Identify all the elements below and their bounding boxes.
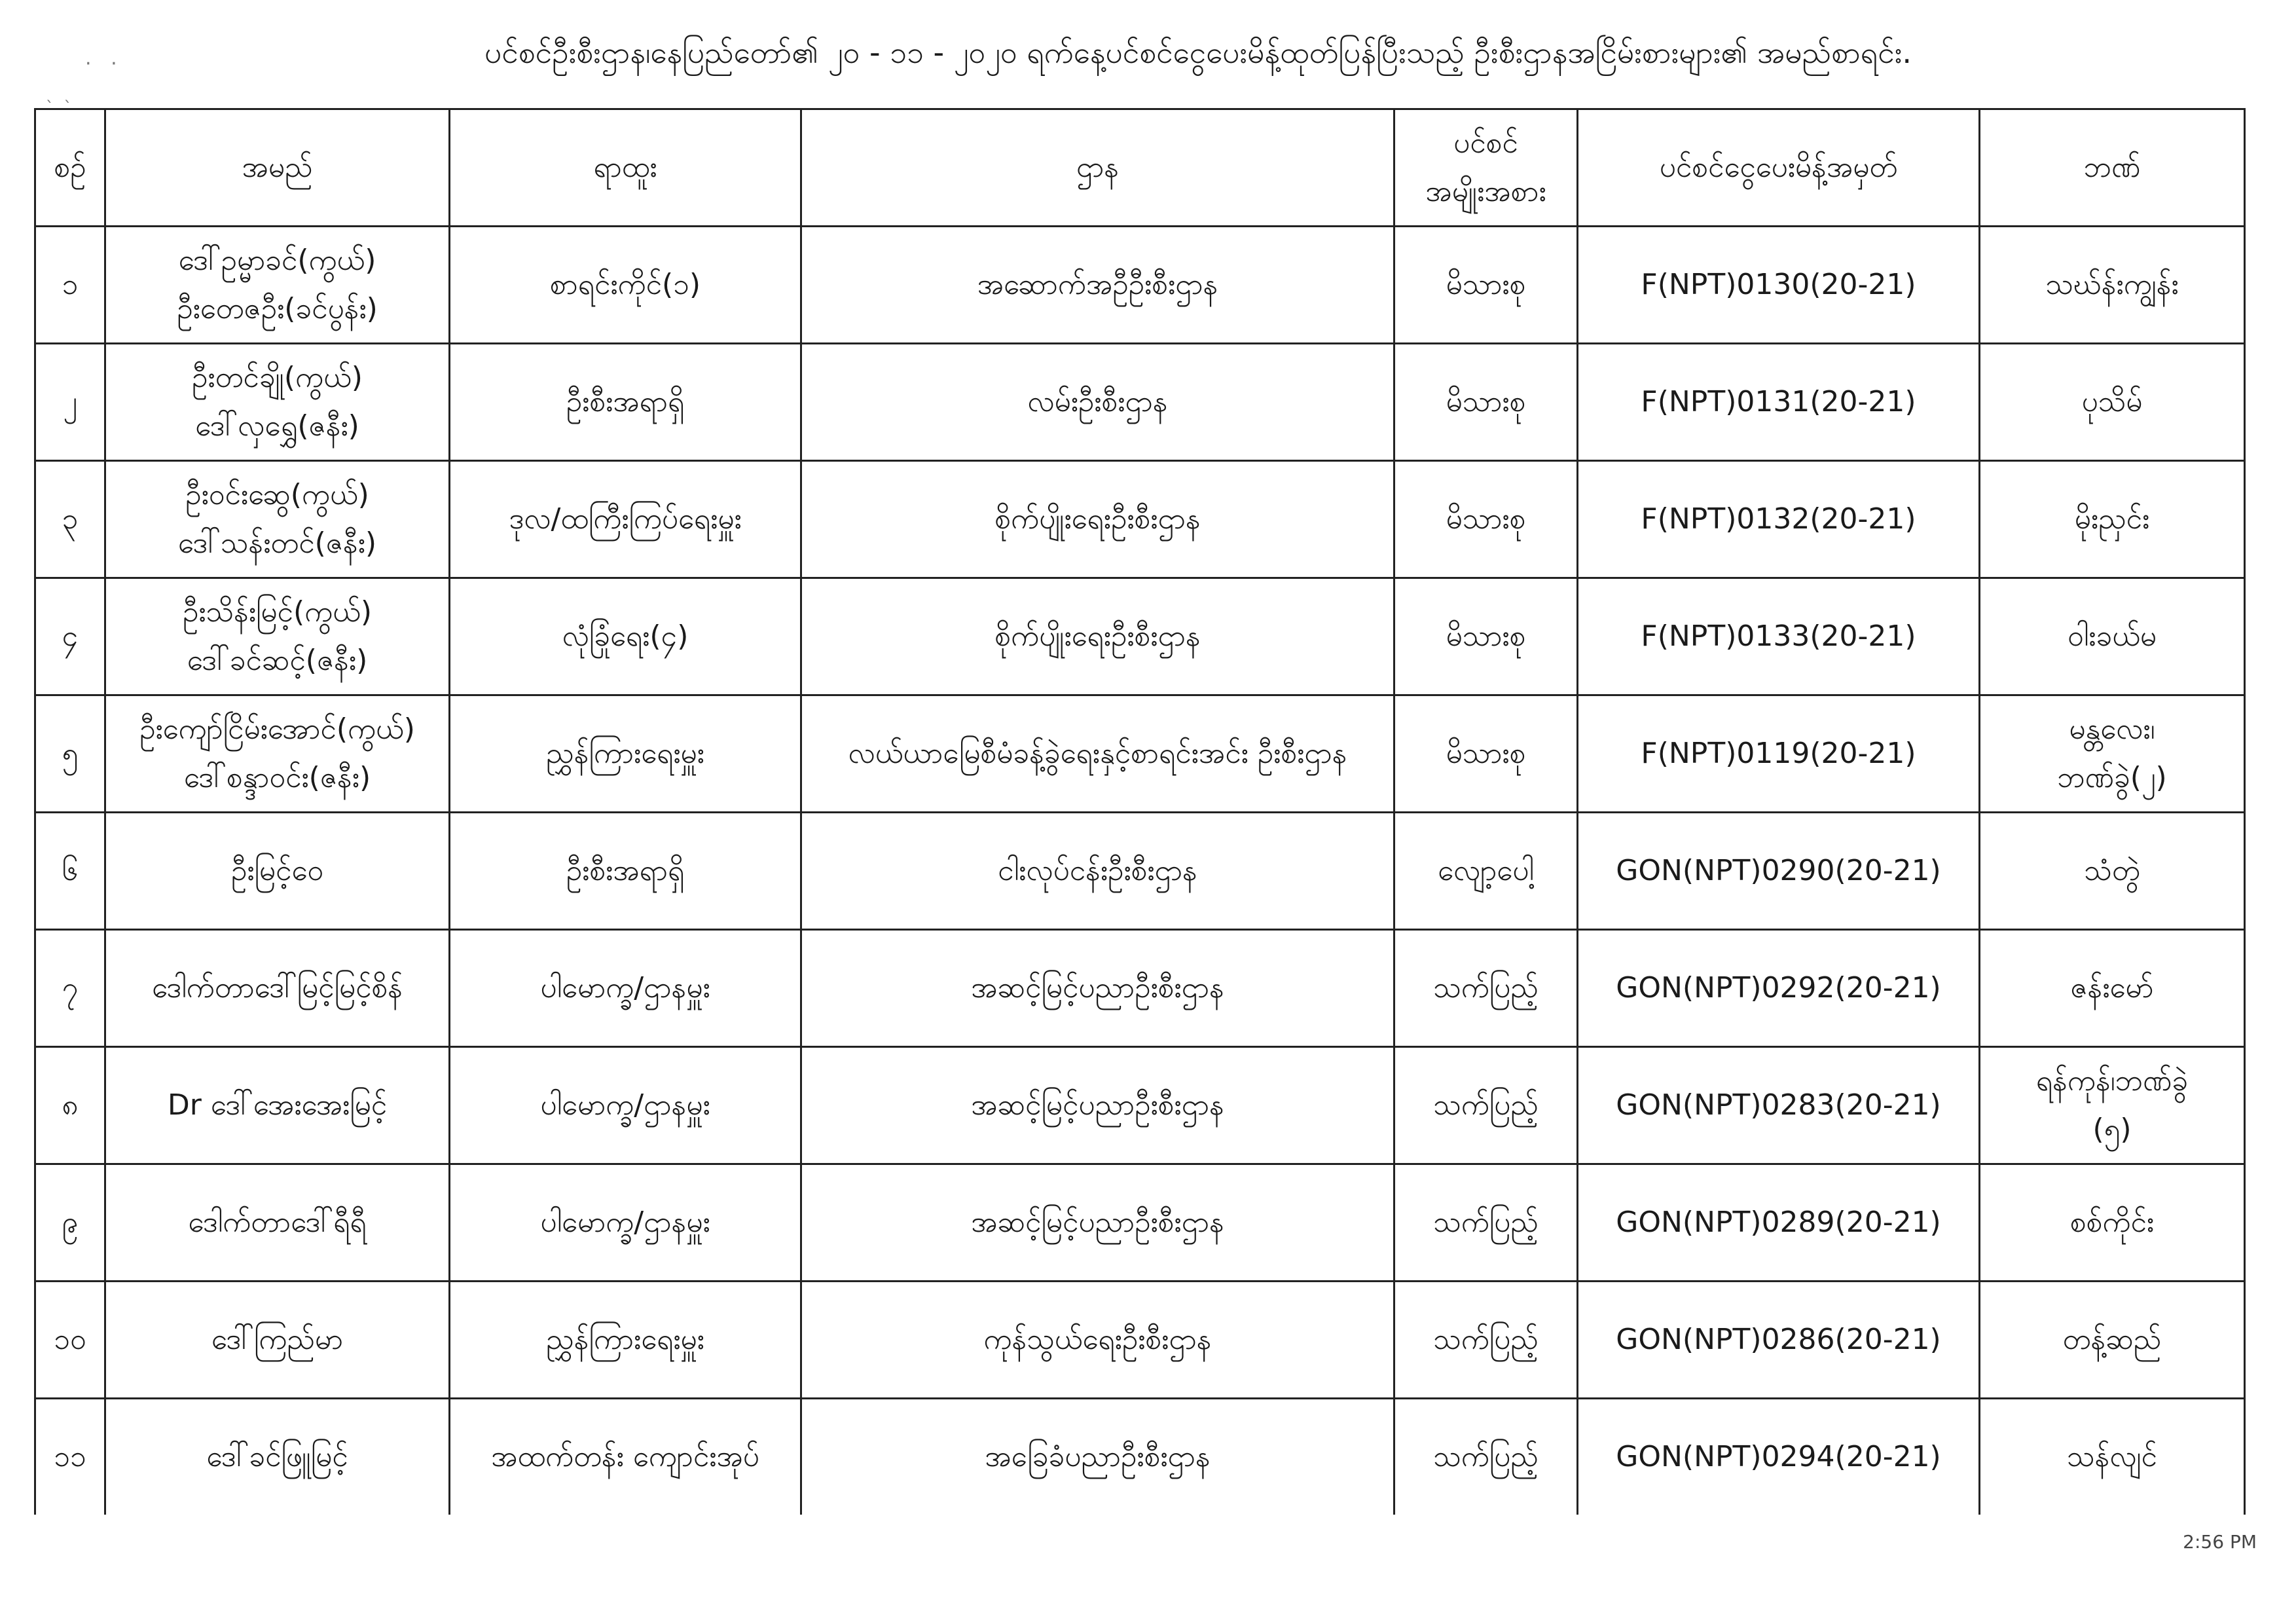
cell-pension-type: မိသားစု bbox=[1394, 344, 1578, 461]
cell-department: အဆင့်မြင့်ပညာဦးစီးဌာန bbox=[801, 1164, 1394, 1282]
cell-rank: ပါမောက္ခ/ဌာနမှူး bbox=[450, 930, 801, 1047]
cell-pension-type: မိသားစု bbox=[1394, 461, 1578, 578]
name-line: ဦးတင်ချို(ကွယ်) bbox=[192, 361, 363, 394]
table-body bbox=[35, 227, 2245, 1515]
table-row bbox=[35, 695, 2245, 813]
cell-rank: လုံခြုံရေး(၄) bbox=[450, 578, 801, 695]
treasury-line: ပုသိမ် bbox=[2081, 385, 2143, 418]
cell-order-no: F(NPT)0130(20-21) bbox=[1578, 227, 1980, 344]
table-row bbox=[35, 1282, 2245, 1399]
cell-department: အဆောက်အဦဦးစီးဌာန bbox=[801, 227, 1394, 344]
name-line: ဦးကျော်ငြိမ်းအောင်(ကွယ်) bbox=[139, 712, 415, 746]
table-row bbox=[35, 461, 2245, 578]
treasury-line: မန္တလေး၊ bbox=[2069, 712, 2155, 746]
cell-name bbox=[105, 227, 450, 344]
name-line: ဦးတေဇဦး(ခင်ပွန်း) bbox=[177, 292, 378, 325]
cell-order-no: GON(NPT)0289(20-21) bbox=[1578, 1164, 1980, 1282]
scan-specks: · · bbox=[85, 52, 124, 75]
cell-name bbox=[105, 344, 450, 461]
header-name: အမည် bbox=[105, 109, 450, 227]
cell-treasury bbox=[1980, 813, 2245, 930]
treasury-line: တန့်ဆည် bbox=[2062, 1323, 2162, 1356]
cell-order-no: F(NPT)0131(20-21) bbox=[1578, 344, 1980, 461]
table-row bbox=[35, 1399, 2245, 1515]
cell-rank: ပါမောက္ခ/ဌာနမှူး bbox=[450, 1164, 801, 1282]
name-line: ဒေါ်ကြည်မာ bbox=[211, 1323, 344, 1356]
cell-pension-type: သက်ပြည့် bbox=[1394, 930, 1578, 1047]
cell-name bbox=[105, 578, 450, 695]
treasury-line: ရန်ကုန်၊ဘဏ်ခွဲ bbox=[2035, 1064, 2189, 1098]
cell-pension-type: လျော့ပေါ့ bbox=[1394, 813, 1578, 930]
cell-order-no: GON(NPT)0292(20-21) bbox=[1578, 930, 1980, 1047]
name-line: ဒေါ်သန်းတင်(ဇနီး) bbox=[177, 526, 377, 560]
name-line: ဦးသိန်းမြင့်(ကွယ်) bbox=[182, 595, 373, 629]
cell-treasury bbox=[1980, 1282, 2245, 1399]
cell-no: ၁ bbox=[35, 227, 105, 344]
treasury-line: မိုးညှင်း bbox=[2074, 502, 2150, 536]
cell-treasury bbox=[1980, 695, 2245, 813]
table-row bbox=[35, 1164, 2245, 1282]
cell-treasury bbox=[1980, 1047, 2245, 1164]
cell-treasury bbox=[1980, 1164, 2245, 1282]
cell-name bbox=[105, 1282, 450, 1399]
cell-name bbox=[105, 695, 450, 813]
name-line: ဒေါ်စန္ဒာဝင်း(ဇနီး) bbox=[183, 761, 371, 794]
cell-order-no: F(NPT)0119(20-21) bbox=[1578, 695, 1980, 813]
table-row bbox=[35, 813, 2245, 930]
name-line: ဦးမြင့်ဝေ bbox=[230, 854, 324, 887]
cell-name bbox=[105, 813, 450, 930]
cell-rank: စာရင်းကိုင်(၁) bbox=[450, 227, 801, 344]
table-row bbox=[35, 930, 2245, 1047]
cell-department: အဆင့်မြင့်ပညာဦးစီးဌာန bbox=[801, 930, 1394, 1047]
cell-rank: ညွှန်ကြားရေးမှူး bbox=[450, 1282, 801, 1399]
name-line: ဒေါက်တာဒေါ်ရီရီ bbox=[188, 1206, 367, 1239]
cell-rank: အထက်တန်း ကျောင်းအုပ် bbox=[450, 1399, 801, 1515]
treasury-line: ဘဏ်ခွဲ(၂) bbox=[2057, 761, 2167, 794]
cell-pension-type: သက်ပြည့် bbox=[1394, 1047, 1578, 1164]
treasury-line: သန်လျင် bbox=[2067, 1440, 2157, 1473]
treasury-line: စစ်ကိုင်း bbox=[2069, 1206, 2155, 1239]
header-pension-type bbox=[1394, 109, 1578, 227]
header-rank: ရာထူး bbox=[450, 109, 801, 227]
treasury-line: ဇန်းမော် bbox=[2070, 971, 2154, 1005]
table-row bbox=[35, 1047, 2245, 1164]
cell-rank: ညွှန်ကြားရေးမှူး bbox=[450, 695, 801, 813]
treasury-line: (၅) bbox=[2092, 1113, 2132, 1146]
header-treasury: ဘဏ် bbox=[1980, 109, 2245, 227]
document-title: ပင်စင်ဦးစီးဌာန၊နေပြည်တော်၏ ၂၀ - ၁၁ - ၂၀၂၀ ရက်နေ့ပင်စင်ငွေပေးမိန့်ထုတ်ပြန်ပြီးသည့် ဦးစီးဌာနအငြိမ်းစားများ၏ အမည်စာရင်း. bbox=[484, 35, 1912, 70]
corner-marks: ` ` bbox=[46, 98, 75, 117]
treasury-line: ဝါးခယ်မ bbox=[2067, 619, 2157, 653]
treasury-line: သဃ်န်းကျွန်း bbox=[2045, 268, 2179, 301]
cell-treasury bbox=[1980, 461, 2245, 578]
cell-rank: ဦးစီးအရာရှိ bbox=[450, 813, 801, 930]
header-pension-type-line-2: အမျိုးအစား bbox=[1425, 175, 1546, 208]
cell-department: ကုန်သွယ်ရေးဦးစီးဌာန bbox=[801, 1282, 1394, 1399]
cell-no: ၄ bbox=[35, 578, 105, 695]
cell-pension-type: သက်ပြည့် bbox=[1394, 1282, 1578, 1399]
cell-order-no: F(NPT)0133(20-21) bbox=[1578, 578, 1980, 695]
cell-no: ၁၁ bbox=[35, 1399, 105, 1515]
cell-name bbox=[105, 1399, 450, 1515]
cell-no: ၅ bbox=[35, 695, 105, 813]
cell-department: လယ်ယာမြေစီမံခန့်ခွဲရေးနှင့်စာရင်းအင်း ဦးစီးဌာန bbox=[801, 695, 1394, 813]
cell-name bbox=[105, 1047, 450, 1164]
cell-no: ၉ bbox=[35, 1164, 105, 1282]
cell-name bbox=[105, 930, 450, 1047]
header-order-no: ပင်စင်ငွေပေးမိန့်အမှတ် bbox=[1578, 109, 1980, 227]
cell-department: စိုက်ပျိုးရေးဦးစီးဌာန bbox=[801, 578, 1394, 695]
cell-treasury bbox=[1980, 344, 2245, 461]
header-department: ဌာန bbox=[801, 109, 1394, 227]
cell-no: ၁၀ bbox=[35, 1282, 105, 1399]
cell-department: စိုက်ပျိုးရေးဦးစီးဌာန bbox=[801, 461, 1394, 578]
cell-no: ၂ bbox=[35, 344, 105, 461]
cell-order-no: GON(NPT)0286(20-21) bbox=[1578, 1282, 1980, 1399]
name-line: Dr ဒေါ်အေးအေးမြင့် bbox=[167, 1088, 388, 1122]
name-line: ဒေါ်ခင်ဖြူမြင့် bbox=[206, 1440, 348, 1473]
cell-order-no: GON(NPT)0294(20-21) bbox=[1578, 1399, 1980, 1515]
cell-department: အခြေခံပညာဦးစီးဌာန bbox=[801, 1399, 1394, 1515]
cell-no: ၇ bbox=[35, 930, 105, 1047]
time-stamp: 2:56 PM bbox=[2183, 1531, 2257, 1553]
cell-department: လမ်းဦးစီးဌာန bbox=[801, 344, 1394, 461]
cell-treasury bbox=[1980, 1399, 2245, 1515]
cell-order-no: F(NPT)0132(20-21) bbox=[1578, 461, 1980, 578]
cell-order-no: GON(NPT)0283(20-21) bbox=[1578, 1047, 1980, 1164]
header-pension-type-line-1: ပင်စင် bbox=[1453, 126, 1518, 160]
cell-order-no: GON(NPT)0290(20-21) bbox=[1578, 813, 1980, 930]
name-line: ဒေါ်လှရွှေ(ဇနီး) bbox=[195, 409, 359, 443]
cell-rank: ပါမောက္ခ/ဌာနမှူး bbox=[450, 1047, 801, 1164]
cell-rank: ဦးစီးအရာရှိ bbox=[450, 344, 801, 461]
treasury-line: သံတွဲ bbox=[2084, 854, 2140, 887]
cell-treasury bbox=[1980, 930, 2245, 1047]
cell-no: ၃ bbox=[35, 461, 105, 578]
cell-name bbox=[105, 1164, 450, 1282]
table-header-row bbox=[35, 109, 2245, 227]
name-line: ဒေါ်ဥမ္မာခင်(ကွယ်) bbox=[178, 244, 376, 277]
table-row bbox=[35, 227, 2245, 344]
cell-no: ၈ bbox=[35, 1047, 105, 1164]
name-line: ဒေါက်တာဒေါ်မြင့်မြင့်စိန် bbox=[151, 971, 403, 1005]
cell-no: ၆ bbox=[35, 813, 105, 930]
cell-pension-type: သက်ပြည့် bbox=[1394, 1399, 1578, 1515]
pension-table bbox=[34, 108, 2246, 1515]
cell-department: ငါးလုပ်ငန်းဦးစီးဌာန bbox=[801, 813, 1394, 930]
table-row bbox=[35, 344, 2245, 461]
cell-treasury bbox=[1980, 227, 2245, 344]
cell-pension-type: မိသားစု bbox=[1394, 578, 1578, 695]
cell-rank: ဒုလ/ထကြီးကြပ်ရေးမှူး bbox=[450, 461, 801, 578]
cell-pension-type: မိသားစု bbox=[1394, 227, 1578, 344]
name-line: ဦးဝင်းဆွေ(ကွယ်) bbox=[185, 478, 369, 511]
cell-pension-type: သက်ပြည့် bbox=[1394, 1164, 1578, 1282]
cell-pension-type: မိသားစု bbox=[1394, 695, 1578, 813]
table-row bbox=[35, 578, 2245, 695]
cell-treasury bbox=[1980, 578, 2245, 695]
header-no: စဉ် bbox=[35, 109, 105, 227]
name-line: ဒေါ်ခင်ဆင့်(ဇနီး) bbox=[187, 644, 368, 677]
cell-department: အဆင့်မြင့်ပညာဦးစီးဌာန bbox=[801, 1047, 1394, 1164]
cell-name bbox=[105, 461, 450, 578]
